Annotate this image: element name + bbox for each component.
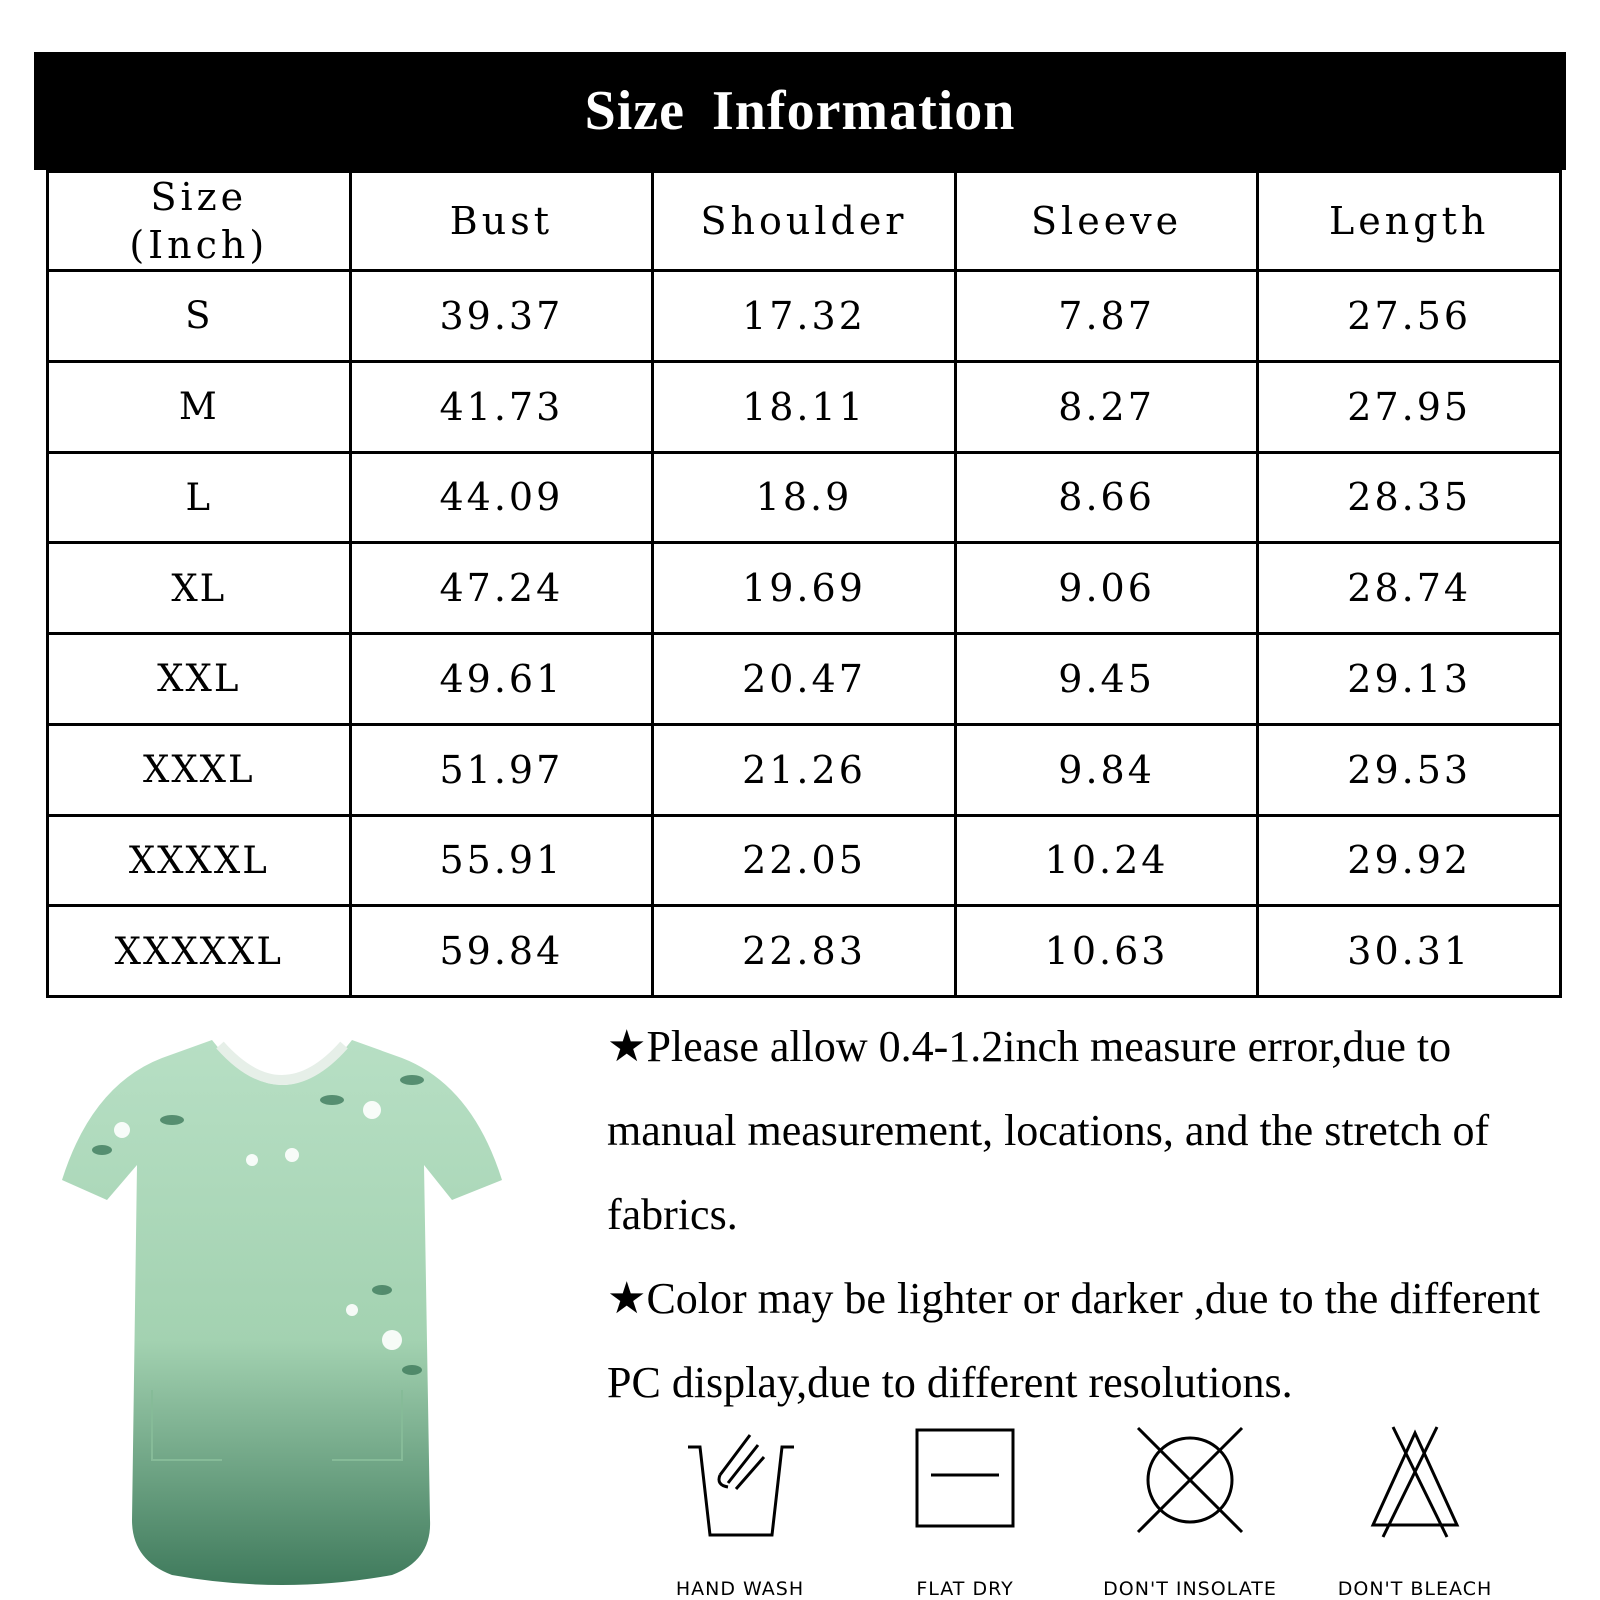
- size-cell: XXXXXL: [49, 907, 349, 995]
- measurement-cell: 22.05: [654, 817, 954, 905]
- header-length: Length: [1259, 173, 1559, 269]
- measurement-cell: 28.35: [1259, 454, 1559, 542]
- notes: [607, 1005, 1567, 1425]
- care-flat-dry: FLAT DRY: [865, 1425, 1065, 1600]
- measurement-cell: 41.73: [352, 363, 652, 451]
- size-cell: XL: [49, 544, 349, 632]
- size-cell: S: [49, 272, 349, 360]
- measurement-cell: 19.69: [654, 544, 954, 632]
- measurement-cell: 22.83: [654, 907, 954, 995]
- page-title: Size Information: [584, 80, 1016, 142]
- measurement-cell: 29.53: [1259, 726, 1559, 814]
- dont-insolate-icon: [1130, 1425, 1250, 1540]
- measurement-cell: 10.24: [957, 817, 1257, 905]
- table-row: [49, 635, 1559, 723]
- measurement-cell: 39.37: [352, 272, 652, 360]
- measurement-cell: 17.32: [654, 272, 954, 360]
- measurement-cell: 10.63: [957, 907, 1257, 995]
- measurement-cell: 28.74: [1259, 544, 1559, 632]
- size-cell: XXXL: [49, 726, 349, 814]
- header-shoulder: Shoulder: [654, 173, 954, 269]
- measurement-cell: 49.61: [352, 635, 652, 723]
- measurement-cell: 30.31: [1259, 907, 1559, 995]
- measurement-cell: 18.11: [654, 363, 954, 451]
- measurement-cell: 8.66: [957, 454, 1257, 542]
- table-row: [49, 726, 1559, 814]
- table-row: [49, 817, 1559, 905]
- measurement-cell: 29.13: [1259, 635, 1559, 723]
- note-color: ★Color may be lighter or darker ,due to the different PC display,due to different resolutions.: [607, 1274, 1541, 1407]
- shirt-image: [52, 1040, 522, 1600]
- table-row: [49, 544, 1559, 632]
- hand-wash-icon: [680, 1425, 800, 1540]
- measurement-cell: 9.84: [957, 726, 1257, 814]
- care-dont-bleach: DON'T BLEACH: [1315, 1425, 1515, 1600]
- note-measure-error: ★Please allow 0.4-1.2inch measure error,due to manual measurement, locations, and the stretch of fabrics.: [607, 1022, 1490, 1239]
- measurement-cell: 55.91: [352, 817, 652, 905]
- measurement-cell: 7.87: [957, 272, 1257, 360]
- header-bust: Bust: [352, 173, 652, 269]
- measurement-cell: 27.56: [1259, 272, 1559, 360]
- measurement-cell: 8.27: [957, 363, 1257, 451]
- measurement-cell: 44.09: [352, 454, 652, 542]
- flat-dry-icon: [905, 1425, 1025, 1540]
- measurement-cell: 29.92: [1259, 817, 1559, 905]
- size-cell: M: [49, 363, 349, 451]
- header-sleeve: Sleeve: [957, 173, 1257, 269]
- measurement-cell: 20.47: [654, 635, 954, 723]
- table-row: [49, 363, 1559, 451]
- care-hand-wash: HAND WASH: [640, 1425, 840, 1600]
- measurement-cell: 51.97: [352, 726, 652, 814]
- measurement-cell: 59.84: [352, 907, 652, 995]
- measurement-cell: 18.9: [654, 454, 954, 542]
- header-size: Size (Inch): [49, 173, 349, 269]
- measurement-cell: 9.45: [957, 635, 1257, 723]
- table-row: [49, 272, 1559, 360]
- size-cell: XXL: [49, 635, 349, 723]
- care-instructions: [640, 1425, 1540, 1600]
- header-row: [49, 173, 1559, 269]
- measurement-cell: 27.95: [1259, 363, 1559, 451]
- size-cell: L: [49, 454, 349, 542]
- measurement-cell: 21.26: [654, 726, 954, 814]
- table-row: [49, 907, 1559, 995]
- measurement-cell: 47.24: [352, 544, 652, 632]
- care-dont-insolate: DON'T INSOLATE: [1090, 1425, 1290, 1600]
- size-cell: XXXXL: [49, 817, 349, 905]
- table-row: [49, 454, 1559, 542]
- title-bar: [34, 52, 1566, 170]
- measurement-cell: 9.06: [957, 544, 1257, 632]
- size-table: [46, 170, 1562, 998]
- dont-bleach-icon: [1355, 1425, 1475, 1540]
